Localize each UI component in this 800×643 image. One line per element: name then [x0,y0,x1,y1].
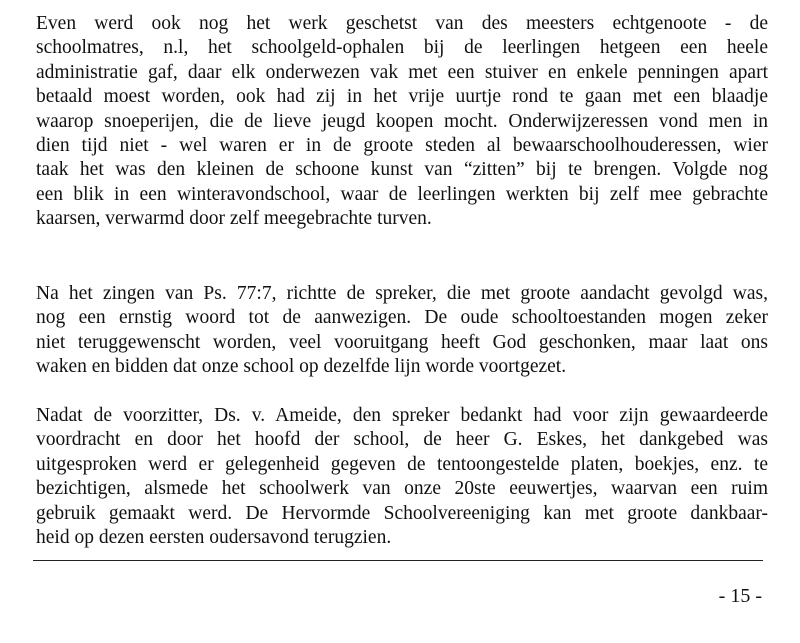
text-line: heid op dezen eersten oudersavond terugzien. [36,527,392,549]
text-line: uitgesproken werd er gelegenheid gegeven de tentoongestelde platen, boekjes, enz. te [36,453,768,475]
text-line: betaald moest worden, ook had zij in het vrije uurtje rond te gaan met een blaadje [36,86,768,108]
paragraph-psalm-address [36,282,768,380]
text-line: Even werd ook nog het werk geschetst van des meesters echtgenoote - de [36,13,768,34]
text-line: Nadat de voorzitter, Ds. v. Ameide, den spreker bedankt had voor zijn gewaardeerde [36,405,768,426]
text-line: kaarsen, verwarmd door zelf meegebrachte turven. [36,208,432,230]
footer-divider [33,560,763,561]
text-line: waken en bidden dat onze school op dezelfde lijn worde voortgezet. [36,356,567,378]
text-line: niet teruggewenscht worden, veel vooruitgang heeft God geschonken, maar laat ons [36,331,768,353]
text-line: nog een ernstig woord tot de aanwezigen. De oude schooltoestanden mogen zeker [36,307,768,329]
paragraph-closing [36,404,768,550]
text-line: dien tijd niet - wel waren er in de groote steden al bewaarschoolhouderessen, wier [36,135,768,157]
text-line: taak het was den kleinen de schoone kunst van “zitten” bij te brengen. Volgde nog [36,159,768,181]
paragraph-schoolmistress [36,12,768,232]
page-number: - 15 - [718,585,762,607]
text-line: een blik in een winteravondschool, waar de leerlingen werkten bij zelf mee gebrachte [36,183,768,205]
text-line: voordracht en door het hoofd der school, de heer G. Eskes, het dankgebed was [36,429,768,451]
text-line: Na het zingen van Ps. 77:7, richtte de spreker, die met groote aandacht gevolgd was, [36,283,768,304]
text-line: bezichtigen, alsmede het schoolwerk van onze 20ste eeuwertjes, waarvan een ruim [36,478,768,500]
text-line: waarop snoeperijen, die de lieve jeugd koopen mocht. Onderwijzeressen vond men in [36,110,768,132]
text-line: gebruik gemaakt werd. De Hervormde Schoolvereeniging kan met groote dankbaar- [36,502,768,524]
text-line: administratie gaf, daar elk onderwezen vak met een stuiver en enkele penningen apart [36,61,768,83]
text-line: schoolmatres, n.l, het schoolgeld-ophalen bij de leerlingen hetgeen een heele [36,37,768,59]
